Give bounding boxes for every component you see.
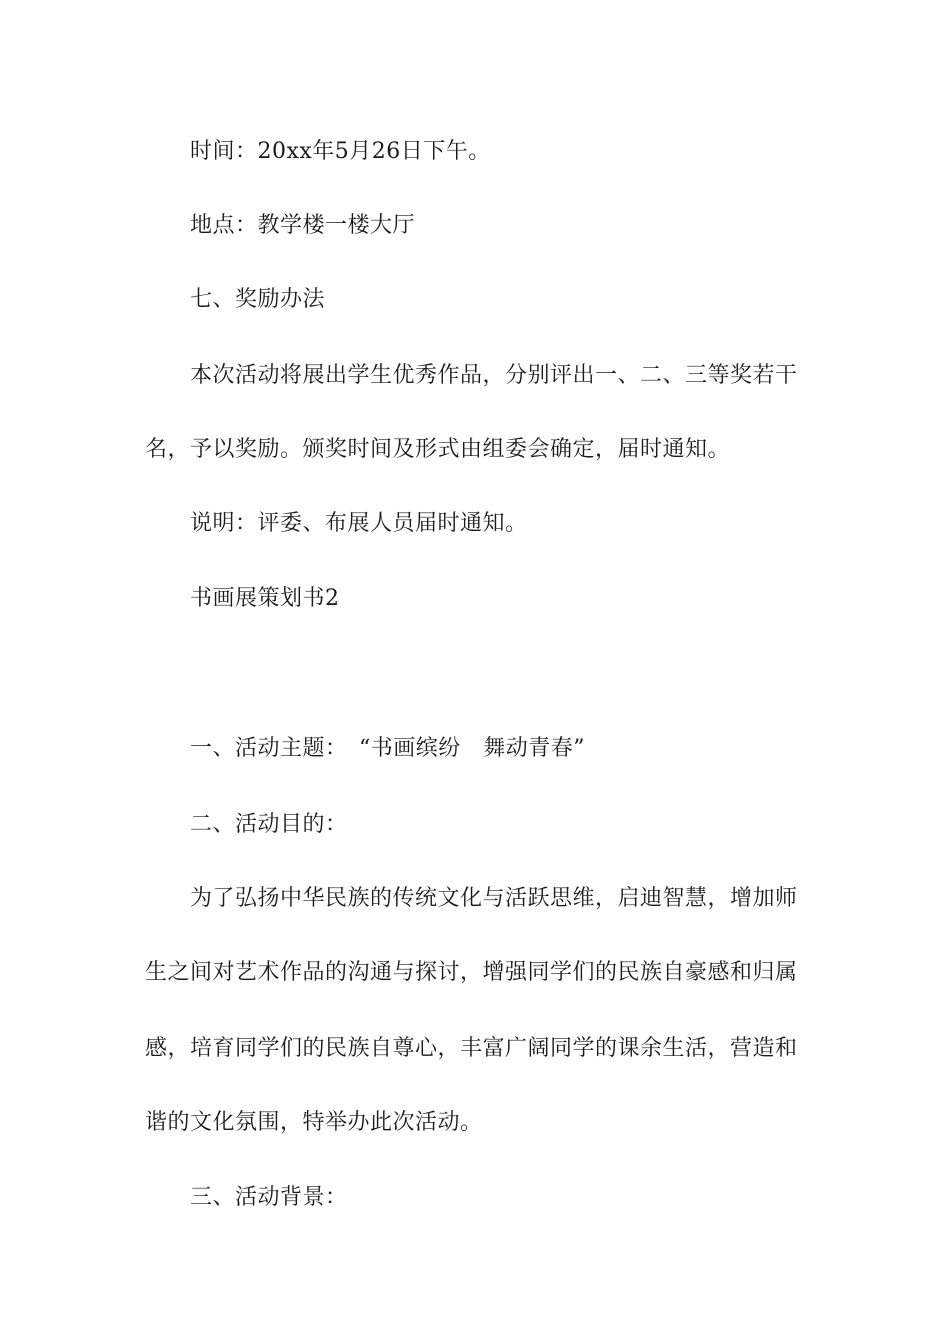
paragraph-line: 感，培育同学们的民族自尊心，丰富广阔同学的课余生活，营造和 (145, 1036, 798, 1061)
section-heading-theme: 一、活动主题： “书画缤纷 舞动青春” (190, 736, 585, 761)
paragraph-line: 本次活动将展出学生优秀作品，分别评出一、二、三等奖若干 (190, 363, 798, 388)
section-heading-awards: 七、奖励办法 (190, 287, 326, 312)
section-heading-purpose: 二、活动目的： (190, 812, 348, 837)
paragraph-line: 为了弘扬中华民族的传统文化与活跃思维，启迪智慧，增加师 (190, 886, 798, 911)
paragraph-line: 名，予以奖励。颁奖时间及形式由组委会确定，届时通知。 (145, 437, 731, 462)
paragraph-line: 谐的文化氛围，特举办此次活动。 (145, 1110, 483, 1135)
document-title: 书画展策划书2 (190, 586, 340, 611)
section-heading-background: 三、活动背景： (190, 1185, 348, 1210)
time-line: 时间：20xx年5月26日下午。 (190, 139, 491, 164)
paragraph-line: 生之间对艺术作品的沟通与探讨，增强同学们的民族自豪感和归属 (145, 960, 798, 985)
location-line: 地点：教学楼一楼大厅 (190, 213, 416, 238)
note-line: 说明：评委、布展人员届时通知。 (190, 511, 528, 536)
